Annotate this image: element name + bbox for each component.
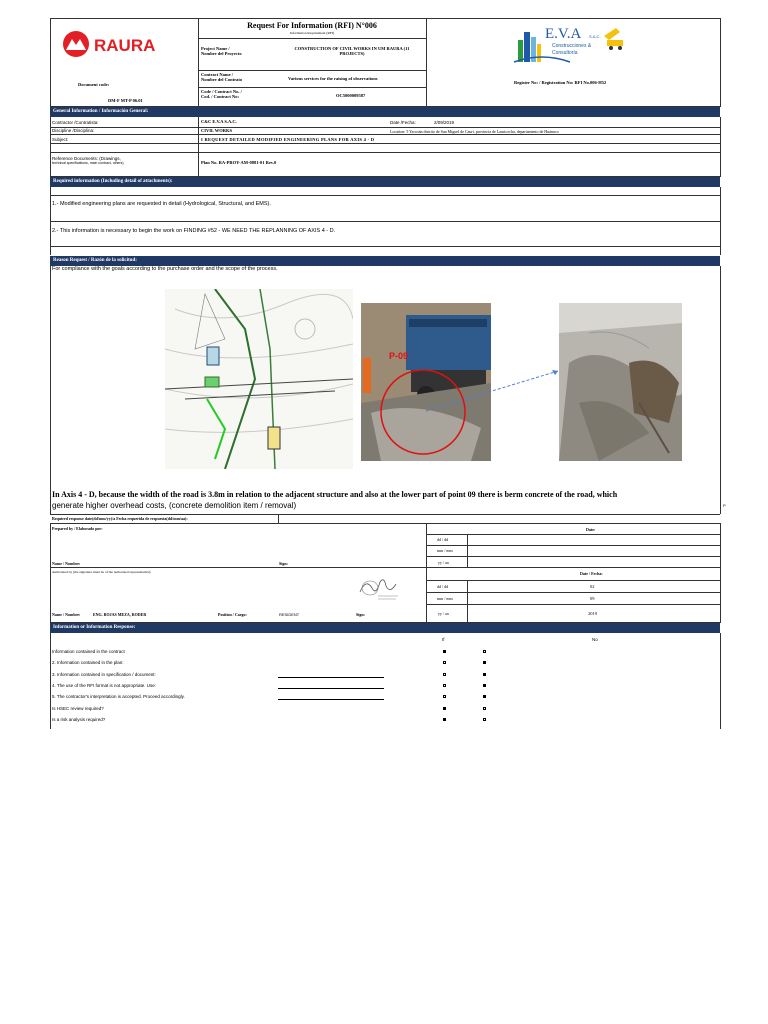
authorized-month: 09 xyxy=(590,596,595,601)
contract-name-value: Various services for the raising of observations xyxy=(288,76,378,81)
yes-checkbox[interactable] xyxy=(443,650,446,653)
project-name-label: Project Name / Nombre del Proyecto xyxy=(201,46,242,56)
site-plan-image xyxy=(165,289,353,469)
discipline-value: CIVIL WORKS xyxy=(201,128,233,133)
required-item-1: 1.- Modified engineering plans are requested in detail (Hydrological, Structural, and EMS). xyxy=(52,201,271,207)
authorized-name-value: ENG. ROJAS MEZA, RODER xyxy=(93,612,147,617)
raura-logo xyxy=(60,30,190,60)
rfi-subtitle: Information Requirement (RFI) xyxy=(289,31,335,35)
contractor-value: C&C E.V.A S.A.C. xyxy=(201,119,237,124)
contractor-label: Contractor /Contratista: xyxy=(52,120,99,125)
reference-docs-value: Plan No. RA-PROY-AM-0881-01 Rev.0 xyxy=(201,160,277,165)
info-response-label: 4. The use of the RFI format is not appropriate. Use: xyxy=(52,682,156,688)
info-response-bar: Information or Information Response: xyxy=(50,623,720,633)
eva-buildings-icon xyxy=(512,22,627,66)
reason-bar: Reason Request / Razón de la solicitud: xyxy=(50,256,720,266)
prepared-date-label: Date: xyxy=(586,527,596,532)
authorized-by-label: Authorized by (the signature must be of the authorized representative): xyxy=(52,570,152,574)
location-value: Location: 5 Yacosán distrito de San Miguel de Cauri, provincia de Lauricocha, departamento de Huánuco xyxy=(390,129,559,134)
position-label: Position / Cargo: xyxy=(218,612,247,617)
document-code-value: DM-F MT-P 06.01 xyxy=(108,98,143,103)
signature xyxy=(356,574,404,604)
reference-docs-label: Reference Documents: (Drawings, technical specifications, main contract, others) xyxy=(52,156,124,165)
prepared-sign-label: Sign: xyxy=(279,561,288,566)
subject-value: I REQUEST DETAILED MODIFIED ENGINEERING PLANS FOR AXIS 4 - D xyxy=(201,137,375,142)
prepared-by-label: Prepared by / Elaborado por: xyxy=(52,526,103,531)
no-checkbox[interactable] xyxy=(483,718,486,721)
position-value: RESIDENT xyxy=(279,612,300,617)
subject-label: Subject: xyxy=(52,137,69,142)
contract-name-label: Contract Name / Nombre del Contrato xyxy=(201,72,243,82)
svg-text:E.V.A: E.V.A xyxy=(545,26,582,42)
contract-no-label: Code / Contract No. / Cod. / Contract No: xyxy=(201,89,242,99)
axis-text-1: In Axis 4 - D, because the width of the road is 3.8m in relation to the adjacent structure and also at the lower part of point 09 there is berm concrete of the road, which xyxy=(52,490,618,499)
info-response-label: 3. Information contained in specification / document: xyxy=(52,671,156,677)
margin-mark: P xyxy=(723,503,726,508)
col-yes: If xyxy=(442,637,445,642)
authorized-date-label: Date / Fecha: xyxy=(580,571,603,576)
site-photo-concrete xyxy=(559,303,682,461)
no-checkbox[interactable] xyxy=(483,661,486,664)
project-name-value: CONSTRUCTION OF CIVIL WORKS IN UM RAURA (11 PROJECTS) xyxy=(294,46,410,56)
authorized-year: 2019 xyxy=(588,611,597,616)
required-date-label: Required response date(dd/mm/yy)/a Fecha requerida de respuesta(dd/mm/aa): xyxy=(52,516,188,521)
svg-text:Consultoría: Consultoría xyxy=(552,50,578,56)
prepared-name-label: Name / Nombre: xyxy=(52,561,81,566)
register-no: Register No: / Registration No: RFI No.006-H52 xyxy=(514,80,607,85)
prepared-mm: mm / mm xyxy=(437,548,453,553)
answer-underline xyxy=(278,699,384,700)
axis-text-2: generate higher overhead costs, (concrete demolition item / removal) xyxy=(52,501,297,510)
authorized-day: 02 xyxy=(590,584,595,589)
authorized-yy: yy / aa xyxy=(438,611,449,616)
no-checkbox[interactable] xyxy=(483,673,486,676)
site-plan-drawing xyxy=(165,289,353,469)
yes-checkbox[interactable] xyxy=(443,718,446,721)
info-response-label: Is HSEC review required? xyxy=(52,705,104,711)
authorized-name-label: Name / Nombre: xyxy=(52,612,81,617)
callout-arrow xyxy=(424,363,564,413)
svg-text:S.A.C.: S.A.C. xyxy=(589,34,601,39)
info-response-label: Information contained in the contract xyxy=(52,649,125,654)
yes-checkbox[interactable] xyxy=(443,695,446,698)
document-code-label: Document code: xyxy=(78,82,110,87)
info-response-label: 2. Information contained in the plan: xyxy=(52,660,124,666)
answer-underline xyxy=(278,677,384,678)
info-response-label: Is a risk analysis required? xyxy=(52,716,106,722)
yes-checkbox[interactable] xyxy=(443,673,446,676)
no-checkbox[interactable] xyxy=(483,707,486,710)
svg-text:P-09: P-09 xyxy=(389,351,409,361)
col-no: No xyxy=(592,637,598,642)
answer-underline xyxy=(278,688,384,689)
svg-text:Construcciones &: Construcciones & xyxy=(552,43,592,49)
info-response-label: 5. The contractor's interpretation is accepted. Proceed accordingly. xyxy=(52,694,185,700)
yes-checkbox[interactable] xyxy=(443,707,446,710)
date-value: 2/09/2019 xyxy=(434,120,455,125)
rfi-title: Request For Information (RFI) N°006 xyxy=(247,21,377,30)
general-info-bar: General Information / Información General: xyxy=(50,107,720,117)
date-label: Date /Fecha: xyxy=(390,120,416,125)
required-item-2: 2.- This information is necessary to begin the work on FINDING #52 - WE NEED THE REPLANNING OF AXIS 4 - D. xyxy=(52,228,336,234)
concrete-photo xyxy=(559,303,682,461)
raura-mark-icon xyxy=(60,30,190,60)
required-info-bar: Required information (Including detail of attachments): xyxy=(50,177,720,187)
signature-stamp-icon xyxy=(356,574,404,604)
no-checkbox[interactable] xyxy=(483,650,486,653)
yes-checkbox[interactable] xyxy=(443,684,446,687)
reason-text: For compliance with the goals according to the purchase order and the scope of the process. xyxy=(52,266,278,272)
prepared-yy: yy / aa xyxy=(438,560,449,565)
authorized-mm: mm / mm xyxy=(437,596,453,601)
authorized-dd: dd / dd xyxy=(437,584,449,589)
authorized-sign-label: Sign: xyxy=(356,612,365,617)
arrow-icon xyxy=(424,363,564,413)
no-checkbox[interactable] xyxy=(483,684,486,687)
discipline-label: Discipline /Disciplina: xyxy=(52,128,95,133)
yes-checkbox[interactable] xyxy=(443,661,446,664)
no-checkbox[interactable] xyxy=(483,695,486,698)
eva-logo xyxy=(512,22,627,66)
prepared-dd: dd / dd xyxy=(437,537,449,542)
contract-no-value: OC5000009587 xyxy=(336,93,366,98)
svg-text:RAURA: RAURA xyxy=(94,36,156,55)
